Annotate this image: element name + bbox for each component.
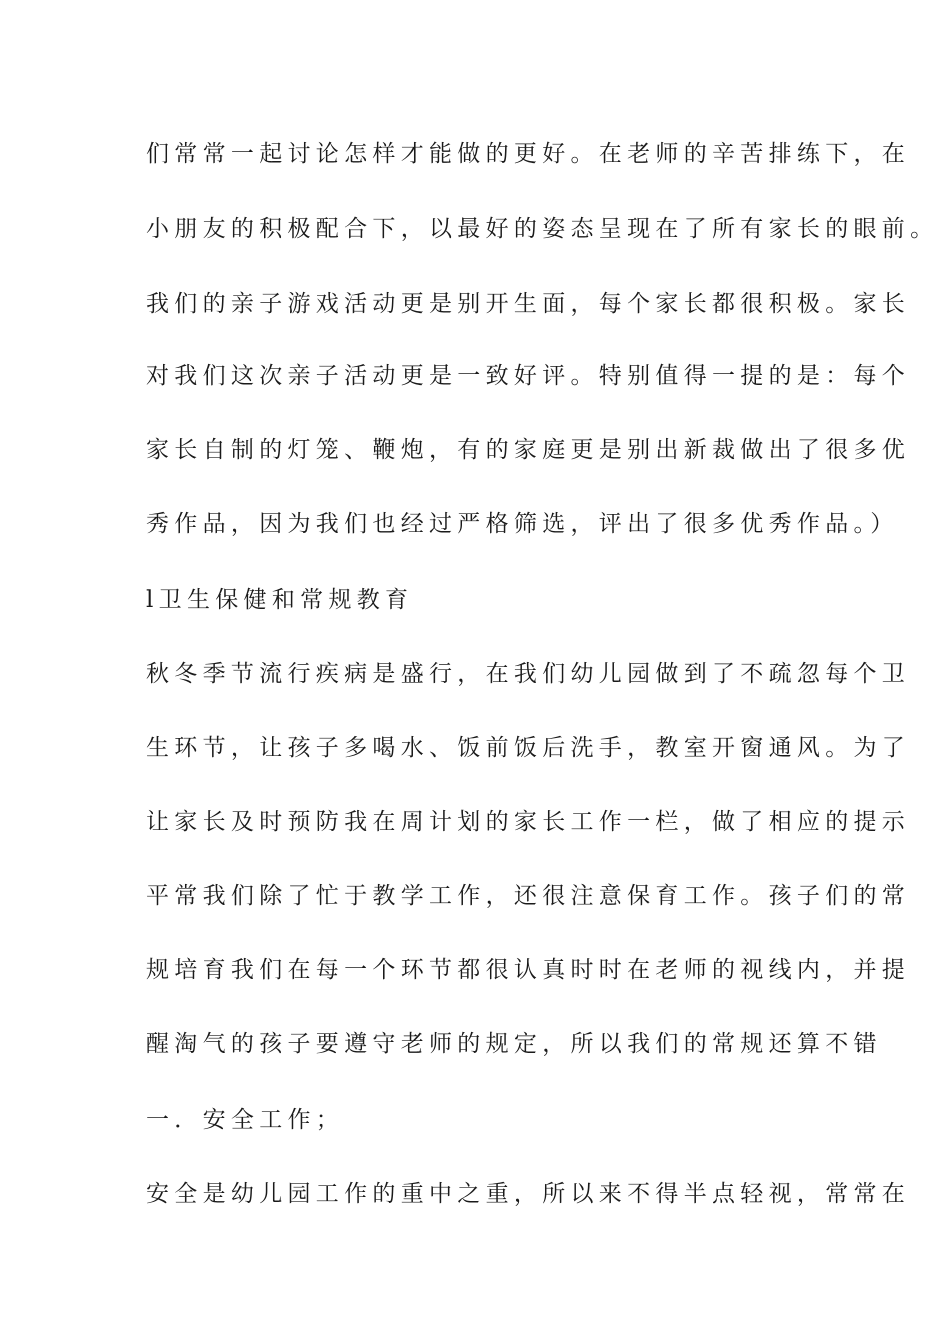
paragraph-line: 让家长及时预防我在周计划的家长工作一栏，做了相应的提示 — [146, 809, 911, 835]
paragraph-line: 秀作品，因为我们也经过严格筛选，评出了很多优秀作品。） — [146, 511, 899, 537]
paragraph-line: 秋冬季节流行疾病是盛行，在我们幼儿园做到了不疏忽每个卫 — [146, 661, 911, 687]
paragraph-line: 家长自制的灯笼、鞭炮，有的家庭更是别出新裁做出了很多优 — [146, 437, 911, 463]
paragraph-line: 安全是幼儿园工作的重中之重，所以来不得半点轻视，常常在 — [146, 1181, 911, 1207]
paragraph-line: 生环节，让孩子多喝水、饭前饭后洗手，教室开窗通风。为了 — [146, 735, 911, 761]
paragraph-line: 我们的亲子游戏活动更是别开生面，每个家长都很积极。家长 — [146, 291, 911, 317]
section-heading: 一．安全工作； — [146, 1107, 345, 1133]
section-heading: l卫生保健和常规教育 — [146, 587, 414, 613]
paragraph-line: 醒淘气的孩子要遵守老师的规定，所以我们的常规还算不错 — [146, 1031, 882, 1057]
paragraph-line: 们常常一起讨论怎样才能做的更好。在老师的辛苦排练下，在 — [146, 141, 911, 167]
paragraph-line: 平常我们除了忙于教学工作，还很注意保育工作。孩子们的常 — [146, 883, 911, 909]
paragraph-line: 对我们这次亲子活动更是一致好评。特别值得一提的是：每个 — [146, 363, 911, 389]
paragraph-line: 规培育我们在每一个环节都很认真时时在老师的视线内，并提 — [146, 957, 911, 983]
paragraph-line: 小朋友的积极配合下，以最好的姿态呈现在了所有家长的眼前。 — [146, 216, 939, 242]
